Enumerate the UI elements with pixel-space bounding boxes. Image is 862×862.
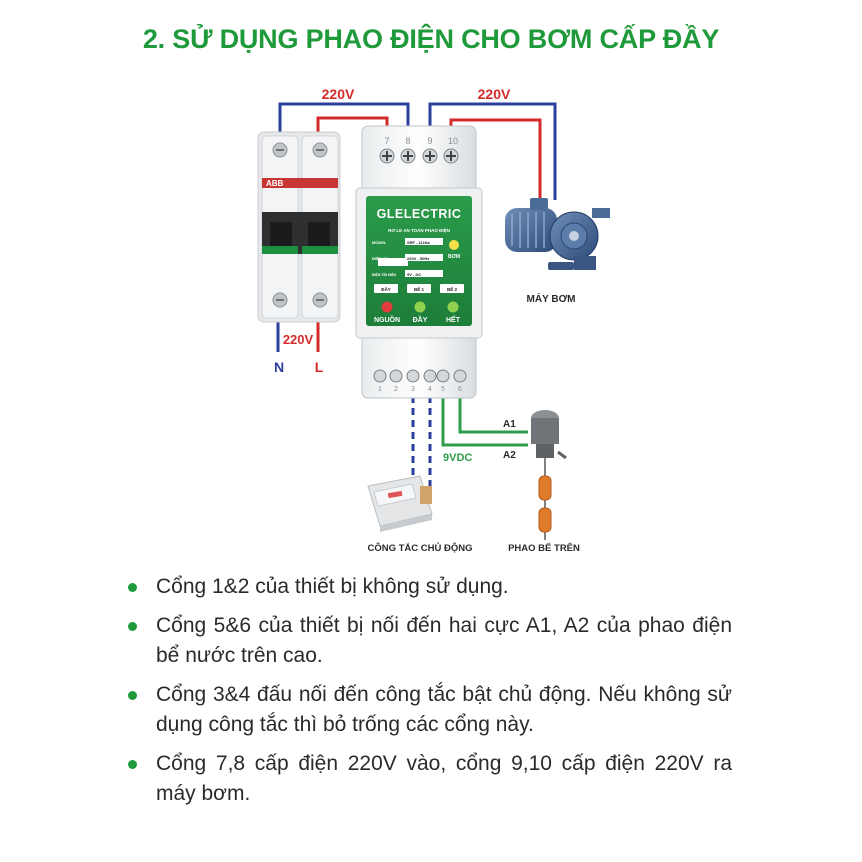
pump-led-label: BƠM <box>447 254 461 260</box>
breaker-brand: ABB <box>266 179 284 188</box>
button-full-label: ĐẦY <box>381 287 391 292</box>
terminal-10: 10 <box>447 136 459 146</box>
relay-device <box>356 126 482 398</box>
page-title: 2. SỬ DỤNG PHAO ĐIỆN CHO BƠM CẤP ĐẦY <box>142 24 720 54</box>
terminal-1: 1 <box>378 386 382 393</box>
bullet-icon <box>128 691 137 700</box>
model-label: MODEL <box>372 240 387 245</box>
wall-switch <box>368 476 432 532</box>
bullet-icon <box>128 760 137 769</box>
neutral-label: N <box>273 359 285 375</box>
device-subtitle: RƠ LE AN TOÀN PHAO ĐIỆN <box>388 228 450 233</box>
device-brand: GLELECTRIC <box>376 207 462 221</box>
switch-label: CÔNG TẮC CHỦ ĐỘNG <box>367 543 473 554</box>
note-text: Cổng 1&2 của thiết bị không sử dụng. <box>156 575 509 598</box>
note-text: Cổng 5&6 của thiết bị nối đến hai cực A1, A2 của phao điện bể nước trên cao. <box>156 614 732 667</box>
led-empty-label: HẾT <box>446 317 460 324</box>
terminal-9: 9 <box>427 136 433 146</box>
signal-value: 9V - DC <box>407 272 422 277</box>
voltage-out-label: 220V <box>477 86 511 102</box>
terminal-6: 6 <box>458 386 462 393</box>
note-item <box>128 572 732 602</box>
circuit-breaker <box>258 132 340 322</box>
led-full-label: ĐẦY <box>412 317 428 324</box>
pump-label: MÁY BƠM <box>526 294 576 305</box>
line-label: L <box>314 359 324 375</box>
float-switch <box>531 410 566 540</box>
terminal-4: 4 <box>428 386 432 393</box>
note-item <box>128 611 732 671</box>
button-tank2-label: BỂ 2 <box>446 287 458 292</box>
signal-label: ĐIỆN TÍN HIỆU <box>372 273 397 277</box>
wire-a1 <box>460 396 528 432</box>
pump <box>505 198 610 270</box>
model-value: SRF - 111Ns <box>407 240 430 245</box>
float-label: PHAO BỂ TRÊN <box>508 543 580 554</box>
note-text: Cổng 7,8 cấp điện 220V vào, cổng 9,10 cấp điện 220V ra máy bơm. <box>156 752 732 805</box>
voltage-in-label: 220V <box>321 86 355 102</box>
signal-voltage-label: 9VDC <box>443 452 473 464</box>
voltage-breaker-label: 220V <box>282 332 314 347</box>
led-power-label: NGUỒN <box>373 317 401 324</box>
bullet-icon <box>128 583 137 592</box>
terminal-5: 5 <box>441 386 445 393</box>
notes-list <box>128 572 732 818</box>
button-tank1-label: BỂ 1 <box>413 287 425 292</box>
a1-label: A1 <box>503 419 516 430</box>
bullet-icon <box>128 622 137 631</box>
voltage-value: 220V - 50Hz <box>407 256 430 261</box>
note-item <box>128 680 732 740</box>
terminal-8: 8 <box>405 136 411 146</box>
note-text: Cổng 3&4 đấu nối đến công tắc bật chủ động. Nếu không sử dụng công tắc thì bỏ trống các cổng này. <box>156 683 732 736</box>
terminal-7: 7 <box>384 136 390 146</box>
voltage-label: ĐIỆN ÁP <box>372 256 389 261</box>
a2-label: A2 <box>503 450 516 461</box>
terminal-2: 2 <box>394 386 398 393</box>
note-item <box>128 749 732 809</box>
terminal-3: 3 <box>411 386 415 393</box>
